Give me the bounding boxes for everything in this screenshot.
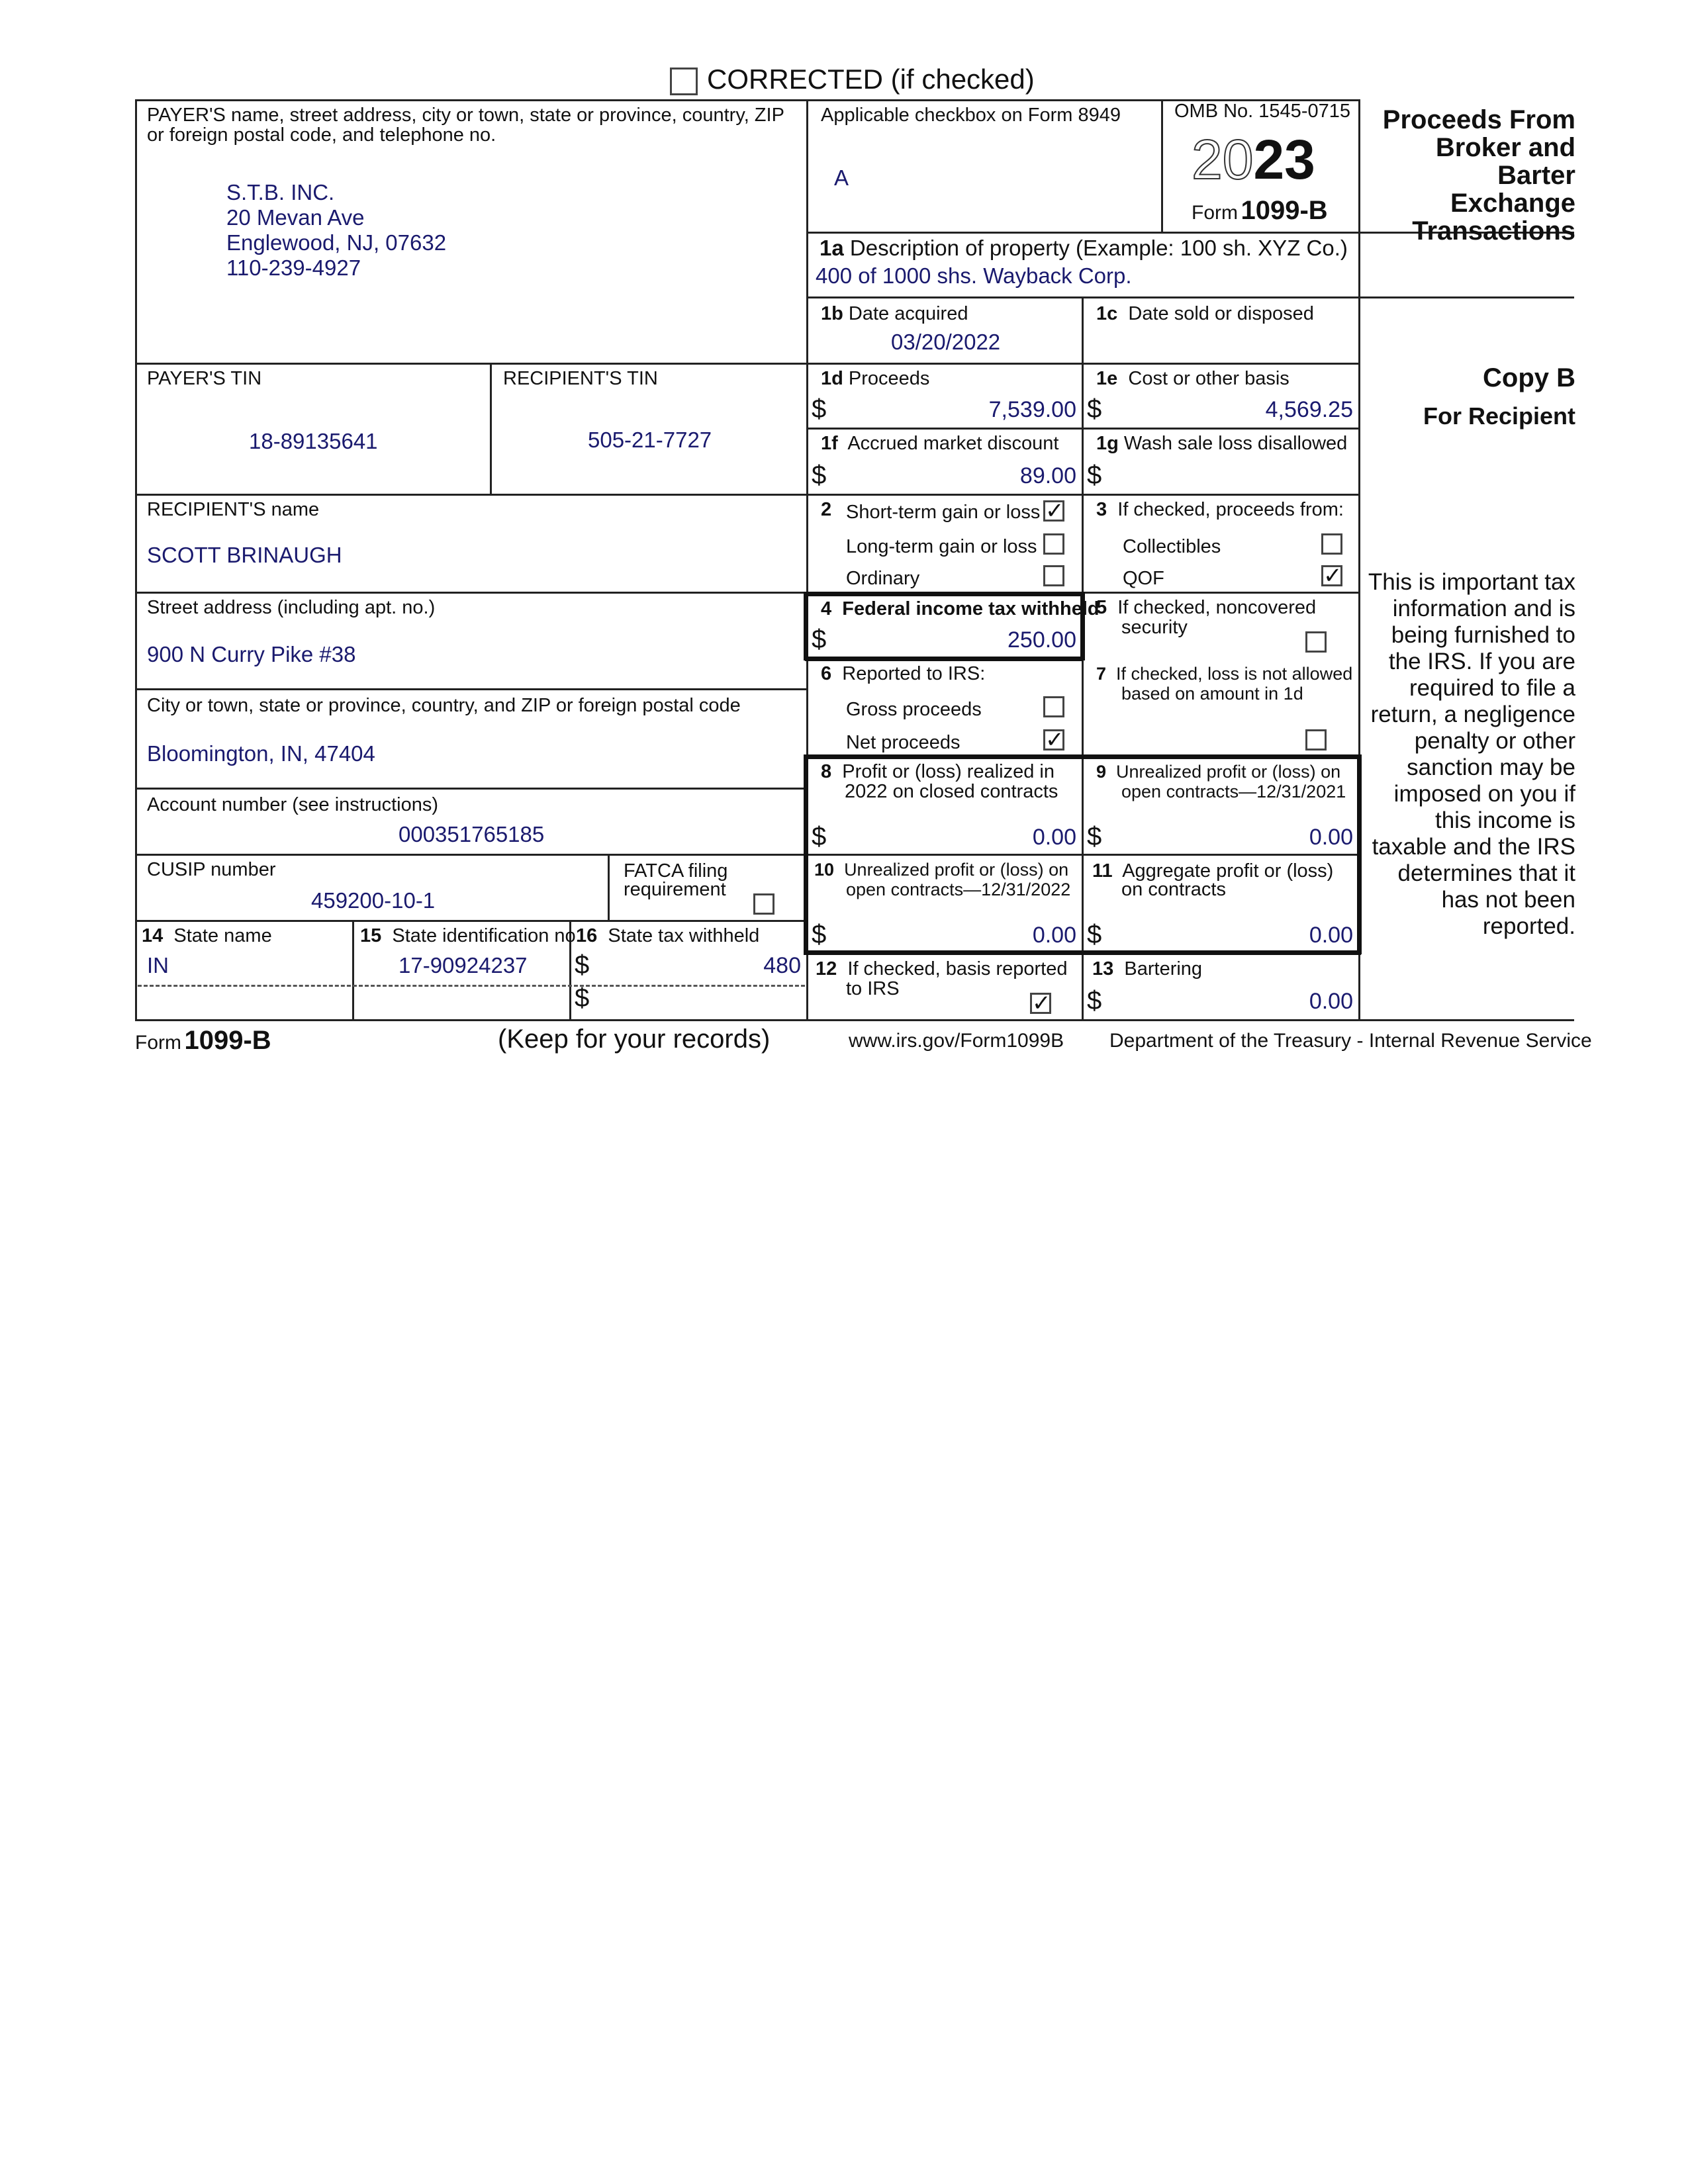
box3-collectibles-label: Collectibles — [1123, 536, 1221, 557]
box3-qof-label: QOF — [1123, 568, 1164, 589]
form-id-header — [1192, 196, 1328, 226]
box1a-text: Description of property (Example: 100 sh. XYZ Co.) — [849, 236, 1348, 260]
copy-subtitle: For Recipient — [1423, 402, 1575, 430]
box13-currency: $ — [1087, 986, 1102, 1015]
payer-city: Englewood, NJ, 07632 — [226, 230, 447, 255]
box1e-value: 4,569.25 — [1265, 397, 1353, 422]
box1f-label: 1f Accrued market discount — [821, 433, 1059, 454]
account-label: Account number (see instructions) — [147, 794, 439, 815]
payer-name: S.T.B. INC. — [226, 180, 335, 205]
box5-label: 5 If checked, noncovered — [1096, 597, 1317, 618]
box1d-label: 1d Proceeds — [821, 368, 930, 389]
box4-label: 4 Federal income tax withheld — [821, 598, 1100, 619]
recipient-name-value: SCOTT BRINAUGH — [147, 543, 342, 567]
form-border — [806, 854, 1358, 856]
box1g-currency: $ — [1087, 461, 1102, 490]
footer-form-word: Form — [135, 1032, 181, 1054]
form-border — [135, 688, 806, 690]
box1a-num: 1a — [820, 236, 844, 260]
box1e-currency: $ — [1087, 394, 1102, 424]
box14-label: 14 State name — [142, 925, 272, 946]
box6-gross-checkbox[interactable] — [1043, 696, 1064, 717]
box10-currency: $ — [812, 920, 827, 949]
box2-long-label: Long-term gain or loss — [846, 536, 1037, 557]
contracts-frame — [804, 950, 1361, 955]
form-border — [135, 592, 806, 594]
city-label: City or town, state or province, country, and ZIP or foreign postal code — [147, 695, 741, 716]
form-border — [135, 788, 806, 790]
box11-value: 0.00 — [1309, 923, 1353, 948]
payer-label: PAYER'S name, street address, city or town, state or province, country, ZIP — [147, 105, 784, 126]
box16-label: 16 State tax withheld — [576, 925, 760, 946]
box2-ordinary-checkbox[interactable] — [1043, 565, 1064, 586]
recipient-tin-value: 505-21-7727 — [588, 428, 712, 452]
form8949-value: A — [834, 165, 849, 190]
box2-num: 2 — [821, 499, 832, 520]
form-title: Proceeds From Broker and Barter Exchange Transactions — [1382, 105, 1575, 246]
form8949-label: Applicable checkbox on Form 8949 — [821, 105, 1121, 126]
box4-frame — [805, 657, 1083, 661]
form-border — [352, 920, 354, 1019]
form-name: 1099-B — [1241, 196, 1328, 225]
box1f-value: 89.00 — [1019, 463, 1076, 488]
box1b-label: 1b Date acquired — [821, 303, 968, 324]
box9-label-2: open contracts—12/31/2021 — [1121, 782, 1346, 801]
box1d-value: 7,539.00 — [988, 397, 1076, 422]
box10-label-2: open contracts—12/31/2022 — [846, 880, 1071, 899]
box8-value: 0.00 — [1032, 825, 1076, 850]
box11-currency: $ — [1087, 920, 1102, 949]
box15-value: 17-90924237 — [399, 953, 528, 978]
box5-label-2: security — [1121, 617, 1188, 638]
box1g-label: 1g Wash sale loss disallowed — [1096, 433, 1348, 454]
box7-label: 7 If checked, loss is not allowed — [1096, 664, 1353, 684]
form-border — [490, 363, 492, 494]
box1f-currency: $ — [812, 461, 827, 490]
street-label: Street address (including apt. no.) — [147, 597, 436, 618]
box4-frame — [805, 592, 1083, 596]
contracts-frame — [1357, 754, 1362, 954]
street-value: 900 N Curry Pike #38 — [147, 642, 356, 666]
state-row-divider — [138, 985, 805, 987]
box1d-currency: $ — [812, 394, 827, 424]
city-value: Bloomington, IN, 47404 — [147, 741, 375, 766]
footer-keep: (Keep for your records) — [498, 1024, 771, 1054]
box10-value: 0.00 — [1032, 923, 1076, 948]
year-suffix: 23 — [1253, 128, 1315, 191]
recipient-name-label: RECIPIENT'S name — [147, 499, 320, 520]
box12-label: 12 If checked, basis reported — [816, 958, 1068, 979]
payer-label: or foreign postal code, and telephone no. — [147, 124, 496, 146]
cusip-value: 459200-10-1 — [311, 888, 436, 913]
box3-qof-checkbox[interactable]: ✓ — [1321, 565, 1342, 586]
box12-label-2: to IRS — [846, 978, 900, 999]
box5-checkbox[interactable] — [1305, 631, 1327, 653]
box6-label: 6 Reported to IRS: — [821, 663, 986, 684]
box16-currency: $ — [575, 950, 590, 979]
form-word: Form — [1192, 202, 1238, 224]
box6-net-label: Net proceeds — [846, 732, 961, 753]
corrected-label: CORRECTED (if checked) — [707, 64, 1035, 95]
omb-number: OMB No. 1545-0715 — [1174, 101, 1350, 122]
form-border — [608, 854, 610, 920]
box15-label: 15 State identification no. — [360, 925, 581, 946]
box16-currency-2: $ — [575, 983, 590, 1013]
box16-value: 480 — [763, 953, 801, 978]
box2-short-label: Short-term gain or loss — [846, 502, 1041, 523]
box8-currency: $ — [812, 822, 827, 851]
form-border — [135, 1019, 1574, 1021]
box11-label-2: on contracts — [1121, 879, 1226, 900]
form-border — [135, 494, 1358, 496]
box2-short-checkbox[interactable]: ✓ — [1043, 500, 1064, 522]
footer-form-id — [135, 1026, 271, 1056]
box7-label-2: based on amount in 1d — [1121, 684, 1303, 704]
box13-value: 0.00 — [1309, 989, 1353, 1014]
box3-collectibles-checkbox[interactable] — [1321, 533, 1342, 555]
footer-dept: Department of the Treasury - Internal Revenue Service — [1109, 1030, 1592, 1052]
tax-year — [1192, 130, 1315, 189]
payer-tin-value: 18-89135641 — [249, 429, 378, 453]
form-border — [135, 363, 1358, 365]
sidebar-notice: This is important tax information and is being furnished to the IRS. If you are required to file a return, a negligence penalty or other sanction may be imposed on you if this income is taxable and the IRS determines that it has not been reported. — [1368, 569, 1575, 939]
form-border — [1161, 99, 1163, 232]
box1a-value: 400 of 1000 shs. Wayback Corp. — [816, 263, 1132, 288]
form-border — [806, 296, 1574, 298]
box3-label: 3 If checked, proceeds from: — [1096, 499, 1344, 520]
box1a-label — [820, 236, 1348, 261]
box4-currency: $ — [812, 625, 827, 654]
contracts-frame — [804, 754, 1361, 759]
box9-value: 0.00 — [1309, 825, 1353, 850]
form-border — [135, 99, 137, 1019]
box2-long-checkbox[interactable] — [1043, 533, 1064, 555]
box10-label: 10 Unrealized profit or (loss) on — [814, 860, 1069, 880]
box8-label: 8 Profit or (loss) realized in — [821, 761, 1055, 782]
box4-value: 250.00 — [1008, 627, 1076, 653]
contracts-frame — [804, 754, 808, 954]
fatca-label-2: requirement — [624, 879, 726, 900]
account-value: 000351765185 — [399, 822, 545, 846]
payer-tin-label: PAYER'S TIN — [147, 368, 262, 389]
box11-label: 11 Aggregate profit or (loss) — [1092, 860, 1334, 882]
box1b-value: 03/20/2022 — [891, 330, 1001, 354]
box14-value: IN — [147, 953, 169, 978]
footer-url: www.irs.gov/Form1099B — [849, 1030, 1064, 1052]
box4-frame — [804, 592, 808, 660]
payer-street: 20 Mevan Ave — [226, 205, 365, 230]
box6-gross-label: Gross proceeds — [846, 699, 982, 720]
fatca-label: FATCA filing — [624, 860, 728, 882]
corrected-checkbox[interactable] — [670, 68, 698, 95]
box2-ordinary-label: Ordinary — [846, 568, 920, 589]
box13-label: 13 Bartering — [1092, 958, 1203, 979]
form-border — [135, 920, 806, 922]
box8-label-2: 2022 on closed contracts — [845, 781, 1058, 802]
payer-phone: 110-239-4927 — [226, 255, 361, 280]
box1e-label: 1e Cost or other basis — [1096, 368, 1289, 389]
box7-checkbox[interactable] — [1305, 729, 1327, 751]
cusip-label: CUSIP number — [147, 859, 276, 880]
form-border — [806, 428, 1358, 430]
footer-form-name: 1099-B — [184, 1026, 271, 1055]
fatca-checkbox[interactable] — [753, 893, 774, 915]
form-border — [135, 854, 806, 856]
recipient-tin-label: RECIPIENT'S TIN — [503, 368, 658, 389]
box9-currency: $ — [1087, 822, 1102, 851]
box9-label: 9 Unrealized profit or (loss) on — [1096, 762, 1341, 782]
copy-title: Copy B — [1483, 363, 1575, 392]
box12-checkbox[interactable]: ✓ — [1030, 993, 1051, 1014]
box1c-label: 1c Date sold or disposed — [1096, 303, 1314, 324]
box6-net-checkbox[interactable]: ✓ — [1043, 729, 1064, 751]
year-prefix: 20 — [1192, 128, 1254, 191]
